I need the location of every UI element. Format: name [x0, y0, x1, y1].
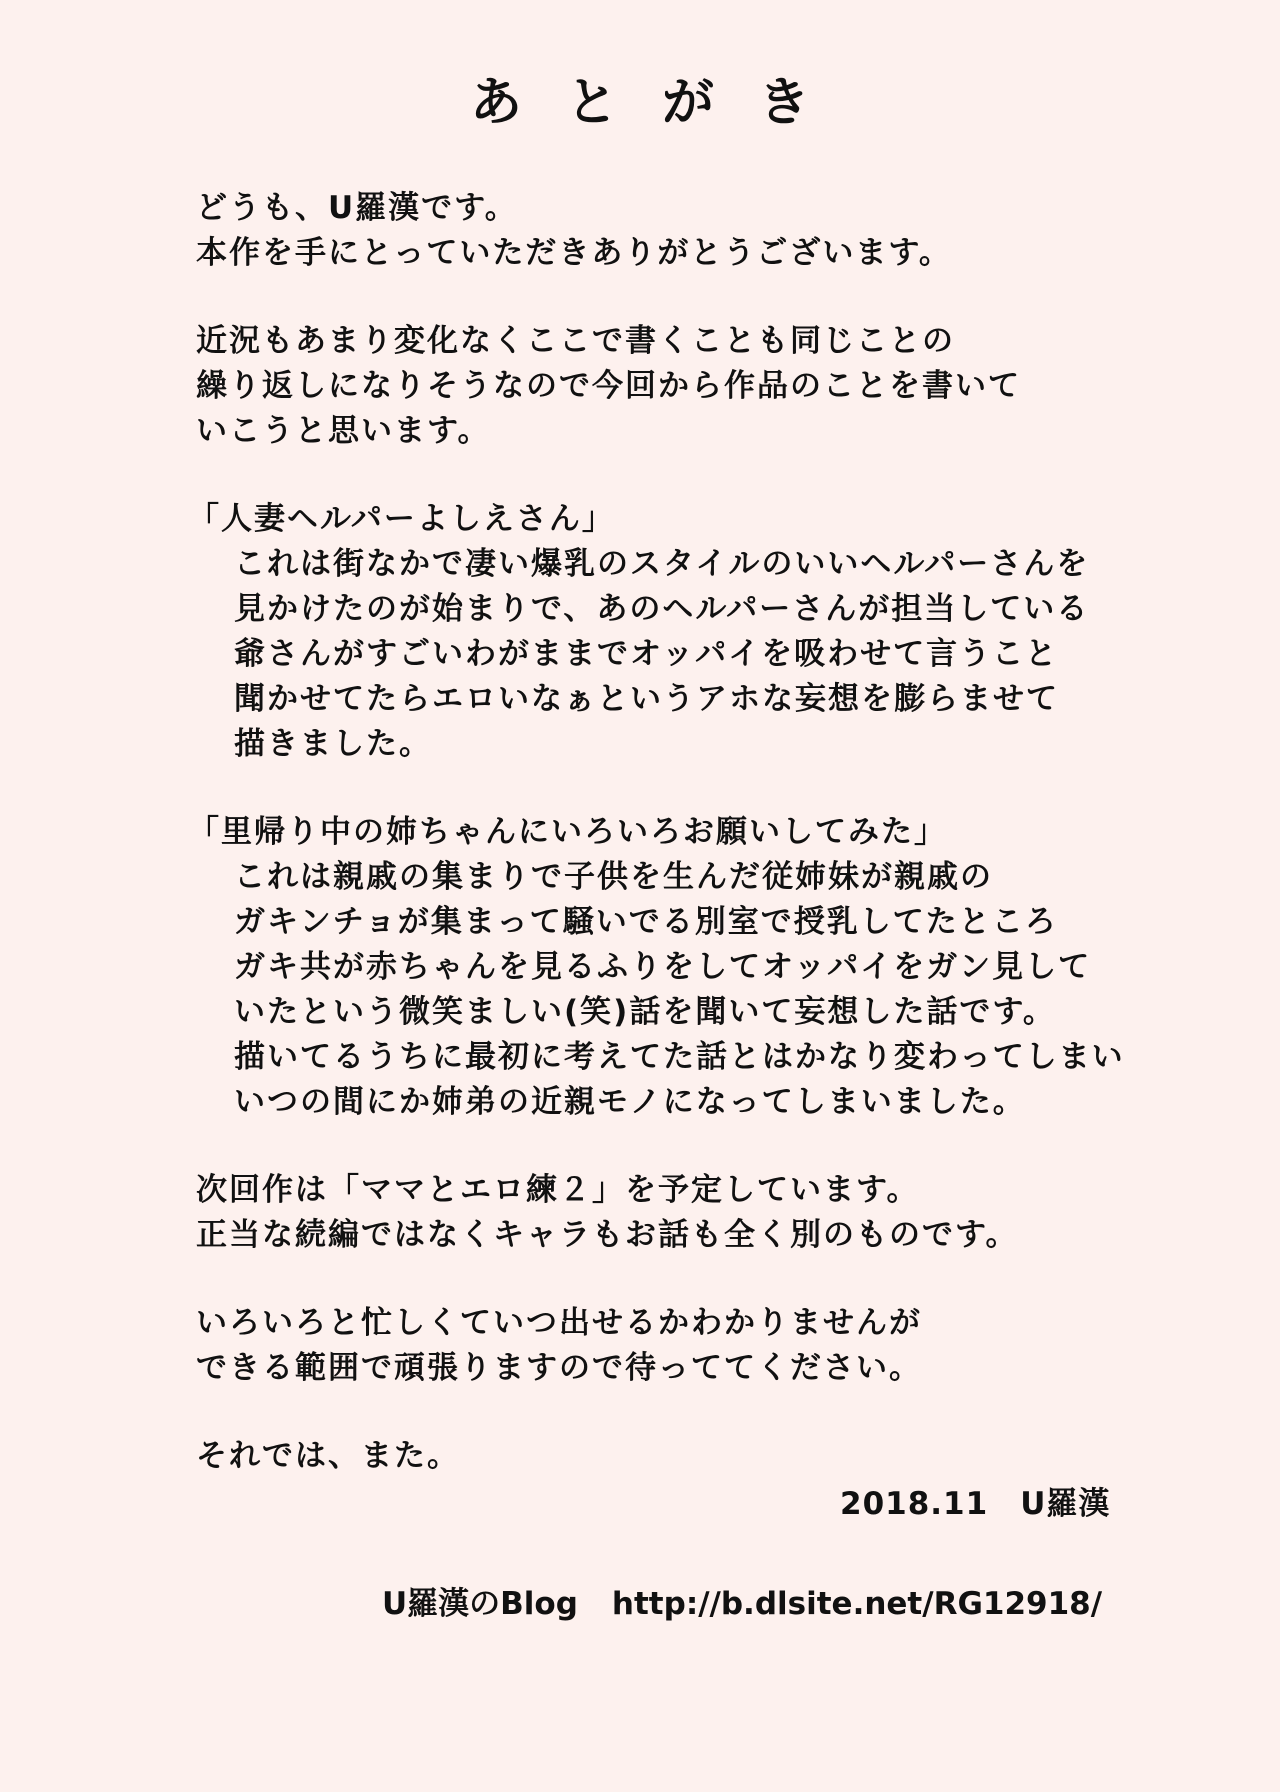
text-line: 本作を手にとっていただきありがとうございます。: [196, 235, 952, 271]
text-line: いろいろと忙しくていつ出せるかわかりませんが: [196, 1305, 922, 1341]
text-line: 爺さんがすごいわがままでオッパイを吸わせて言うこと: [234, 636, 1059, 672]
text-line: 近況もあまり変化なくここで書くことも同じことの: [196, 323, 955, 359]
text-line: これは親戚の集まりで子供を生んだ従姉妹が親戚の: [234, 859, 993, 895]
text-line: いたという微笑ましい(笑)話を聞いて妄想した話です。: [234, 994, 1056, 1030]
signature-date: 2018.11 U羅漢: [840, 1486, 1111, 1522]
text-line: 聞かせてたらエロいなぁというアホな妄想を膨らませて: [234, 681, 1059, 717]
text-line: どうも、U羅漢です。: [196, 190, 518, 226]
text-line: いこうと思います。: [196, 413, 491, 449]
text-line: これは街なかで凄い爆乳のスタイルのいいヘルパーさんを: [234, 546, 1090, 582]
text-line: できる範囲で頑張りますので待っててください。: [196, 1350, 922, 1386]
text-line: 描いてるうちに最初に考えてた話とはかなり変わってしまい: [234, 1039, 1125, 1075]
text-line: 次回作は「ママとエロ練２」を予定しています。: [196, 1172, 920, 1208]
afterword-body: [188, 186, 1256, 1479]
blog-info: [382, 1578, 1102, 1623]
text-line: 描きました。: [234, 726, 432, 762]
text-line: いつの間にか姉弟の近親モノになってしまいました。: [234, 1084, 1026, 1120]
work-title: 「人妻ヘルパーよしえさん」: [188, 501, 615, 537]
blog-url[interactable]: http://b.dlsite.net/RG12918/: [611, 1586, 1103, 1622]
text-line: それでは、また。: [196, 1438, 460, 1474]
work-title: 「里帰り中の姉ちゃんにいろいろお願いしてみた」: [188, 814, 947, 850]
page-title: あとがき: [469, 73, 854, 133]
text-line: 見かけたのが始まりで、あのヘルパーさんが担当している: [234, 591, 1090, 627]
text-line: ガキンチョが集まって騒いでる別室で授乳してたところ: [234, 904, 1058, 940]
text-line: 正当な続編ではなくキャラもお話も全く別のものです。: [196, 1217, 1019, 1253]
text-line: 繰り返しになりそうなので今回から作品のことを書いて: [196, 368, 1021, 404]
blog-label: U羅漢のBlog: [382, 1586, 578, 1622]
text-line: ガキ共が赤ちゃんを見るふりをしてオッパイをガン見して: [234, 949, 1092, 985]
